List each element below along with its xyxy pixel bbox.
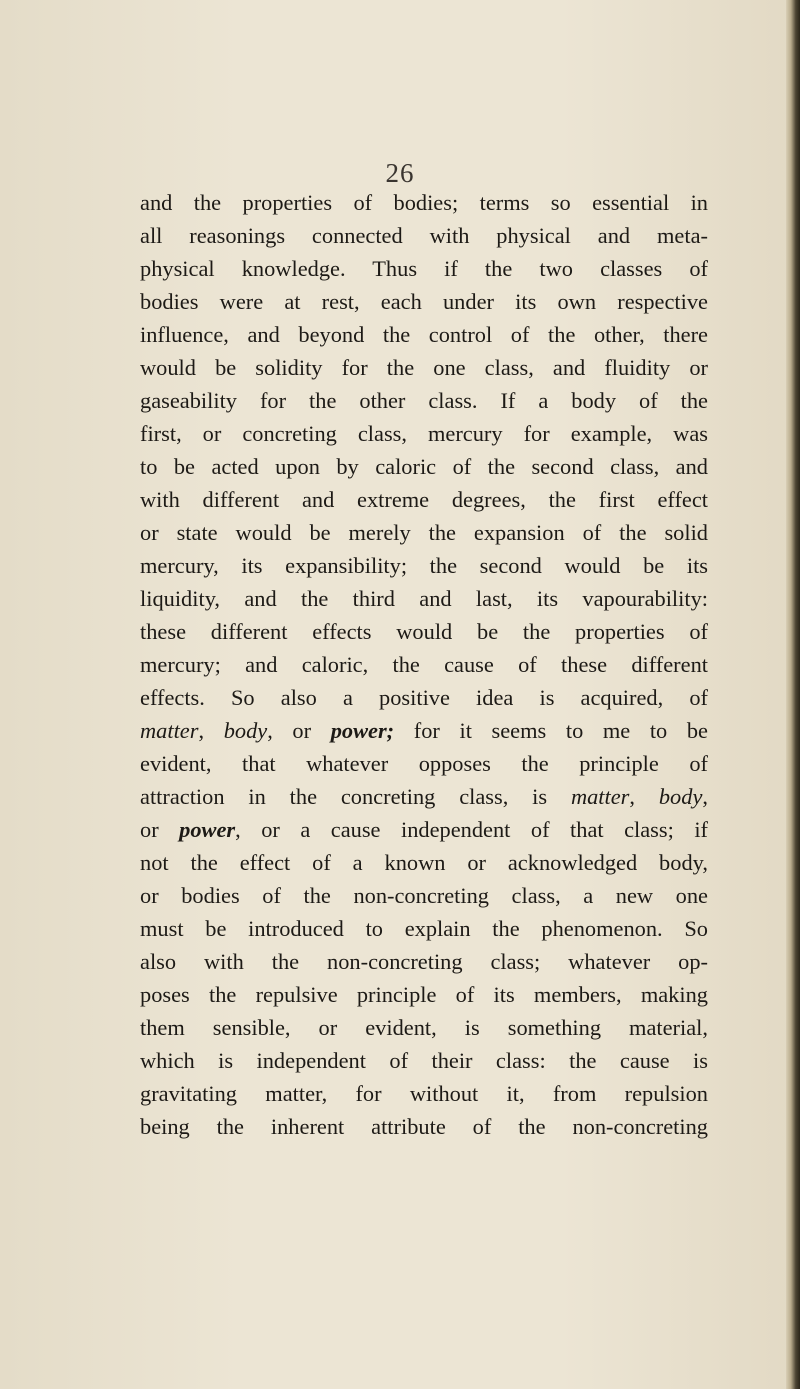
binding-edge [786,0,800,1389]
text-segment: , or [267,718,331,743]
text-line: bodies were at rest, each under its own respective [140,289,708,314]
text-line-italic-terms [140,780,708,813]
body-text [140,186,708,1143]
text-line-italic-terms [140,714,708,747]
text-line: poses the repulsive principle of its members, making [140,982,708,1007]
text-line: with different and extreme degrees, the first effect [140,487,708,512]
text-line: or state would be merely the expansion of the solid [140,520,708,545]
text-line: and the properties of bodies; terms so essential in [140,190,708,215]
text-line: mercury, its expansibility; the second would be its [140,553,708,578]
text-segment: for it seems to me to be [394,718,709,743]
italic-term: matter [570,784,630,809]
text-line: all reasonings connected with physical and meta- [140,223,708,248]
text-line: first, or concreting class, mercury for example, was [140,421,708,446]
text-line: must be introduced to explain the phenomenon. So [140,916,708,941]
text-line: these different effects would be the properties of [140,619,708,644]
text-line: physical knowledge. Thus if the two classes of [140,256,708,281]
page-number: 26 [385,158,415,188]
text-line-italic-terms [140,813,708,846]
text-line: also with the non-concreting class; whatever op- [140,949,708,974]
text-segment: attraction in the concreting class, is [140,784,571,809]
bold-italic-term: power [179,817,236,842]
text-line: gaseability for the other class. If a body of the [140,388,708,413]
italic-term: body [658,784,703,809]
text-segment: , or a cause independent of that class; if [235,817,708,842]
text-line: or bodies of the non-concreting class, a new one [140,883,708,908]
text-line: liquidity, and the third and last, its vapourability: [140,586,708,611]
text-line: influence, and beyond the control of the other, there [140,322,708,347]
text-segment: or [140,817,180,842]
text-line: not the effect of a known or acknowledged body, [140,850,708,875]
bold-italic-term: power; [330,718,395,743]
text-line: to be acted upon by caloric of the second class, and [140,454,708,479]
text-line: would be solidity for the one class, and fluidity or [140,355,708,380]
italic-term: body [223,718,268,743]
italic-term: matter [140,718,199,743]
text-segment: , [629,784,659,809]
text-segment: , [198,718,224,743]
text-line: effects. So also a positive idea is acquired, of [140,685,708,710]
text-line: which is independent of their class: the cause is [140,1048,708,1073]
text-segment: , [702,784,708,809]
text-line: being the inherent attribute of the non-concreting [140,1114,708,1139]
text-line: them sensible, or evident, is something material, [140,1015,708,1040]
text-line: mercury; and caloric, the cause of these different [140,652,708,677]
text-line: evident, that whatever opposes the principle of [140,751,708,776]
text-line: gravitating matter, for without it, from repulsion [140,1081,708,1106]
